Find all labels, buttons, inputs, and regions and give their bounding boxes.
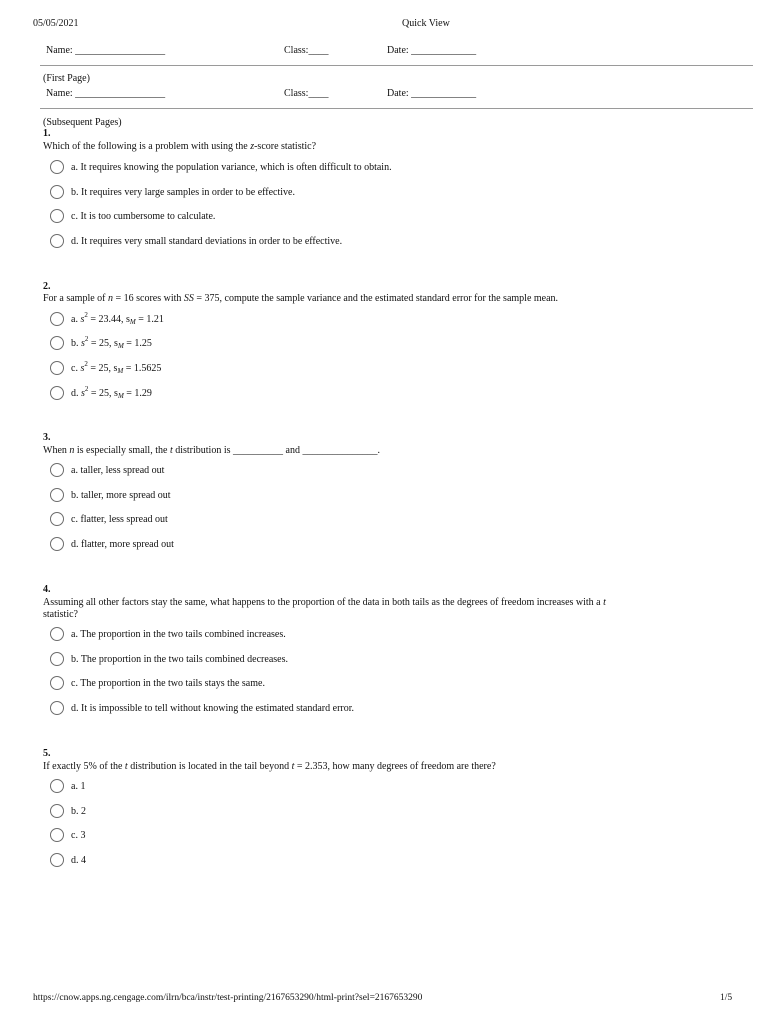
radio-button[interactable] [50,853,64,867]
radio-button[interactable] [50,234,64,248]
option-label: a. The proportion in the two tails combined increases. [71,628,286,640]
answer-option[interactable] [50,511,168,527]
radio-button[interactable] [50,652,64,666]
radio-button[interactable] [50,512,64,526]
option-label: c. flatter, less spread out [71,513,168,525]
answer-option[interactable] [50,626,286,642]
answer-option[interactable] [50,536,174,552]
radio-button[interactable] [50,779,64,793]
radio-button[interactable] [50,386,64,400]
question-number: 2. [43,281,51,292]
print-date: 05/05/2021 [33,18,79,29]
option-label: d. flatter, more spread out [71,538,174,550]
answer-option[interactable] [50,462,164,478]
answer-option[interactable] [50,827,85,843]
answer-option[interactable] [50,208,215,224]
option-label: a. It requires knowing the population variance, which is often difficult to obtain. [71,161,392,173]
answer-option[interactable] [50,778,85,794]
radio-button[interactable] [50,488,64,502]
option-label: b. $s^2 = 25$, $s_M = 1.25$ [71,334,152,350]
question-text: If exactly 5% of the t distribution is located in the tail beyond t = 2.353, how many degrees of freedom are there? [43,761,496,772]
option-label: d. It is impossible to tell without knowing the estimated standard error. [71,702,355,714]
answer-option[interactable] [50,311,164,327]
option-label: d. $s^2 = 25$, $s_M = 1.29$ [71,384,152,400]
radio-button[interactable] [50,209,64,223]
date-field-label: Date: _____________ [387,88,477,99]
answer-option[interactable] [50,335,152,351]
radio-button[interactable] [50,160,64,174]
class-field-label: Class:____ [284,88,329,99]
option-label: b. taller, more spread out [71,489,171,501]
option-label: b. 2 [71,805,86,817]
print-title: Quick View [402,18,450,29]
subsequent-pages-label: (Subsequent Pages) [43,117,122,128]
page-number: 1/5 [720,993,733,1003]
radio-button[interactable] [50,185,64,199]
answer-option[interactable] [50,233,342,249]
question-number: 4. [43,584,51,595]
option-label: a. $s^2 = 23.44$, $s_M = 1.21$ [71,310,164,326]
option-label: c. 3 [71,829,86,841]
answer-option[interactable] [50,385,152,401]
answer-option[interactable] [50,184,295,200]
radio-button[interactable] [50,701,64,715]
answer-option[interactable] [50,803,86,819]
option-label: c. $s^2 = 25$, $s_M = 1.5625$ [71,359,162,375]
radio-button[interactable] [50,312,64,326]
option-label: c. The proportion in the two tails stays the same. [71,677,265,689]
divider [40,65,753,66]
question-text: Assuming all other factors stay the same, what happens to the proportion of the data in both tails as the degrees of freedom increases with a t statistic? [43,597,606,620]
radio-button[interactable] [50,828,64,842]
name-field-label: Name: __________________ [46,88,166,99]
option-label: d. 4 [71,854,86,866]
option-label: a. 1 [71,780,86,792]
radio-button[interactable] [50,804,64,818]
option-label: c. It is too cumbersome to calculate. [71,210,216,222]
answer-option[interactable] [50,675,265,691]
option-label: b. The proportion in the two tails combined decreases. [71,653,288,665]
name-field-label: Name: __________________ [46,45,166,56]
radio-button[interactable] [50,361,64,375]
class-field-label: Class:____ [284,45,329,56]
answer-option[interactable] [50,852,86,868]
radio-button[interactable] [50,627,64,641]
question-number: 3. [43,432,51,443]
answer-option[interactable] [50,159,392,175]
radio-button[interactable] [50,537,64,551]
answer-option[interactable] [50,700,354,716]
radio-button[interactable] [50,336,64,350]
date-field-label: Date: _____________ [387,45,477,56]
question-text: When n is especially small, the t distribution is __________ and _______________. [43,445,380,456]
question-text: For a sample of n = 16 scores with SS = 375, compute the sample variance and the estimated standard error for the sample mean. [43,293,559,304]
question-text: Which of the following is a problem with using the z-score statistic? [43,141,317,152]
question-number: 5. [43,748,51,759]
footer-url: https://cnow.apps.ng.cengage.com/ilrn/bca/instr/test-printing/2167653290/html-print?sel=2167653290 [33,993,423,1003]
option-label: b. It requires very large samples in order to be effective. [71,186,295,198]
question-number: 1. [43,128,51,139]
option-label: a. taller, less spread out [71,464,165,476]
option-label: d. It requires very small standard deviations in order to be effective. [71,235,343,247]
answer-option[interactable] [50,651,288,667]
first-page-label: (First Page) [43,73,90,84]
radio-button[interactable] [50,463,64,477]
answer-option[interactable] [50,487,171,503]
answer-option[interactable] [50,360,161,376]
radio-button[interactable] [50,676,64,690]
divider [40,108,753,109]
